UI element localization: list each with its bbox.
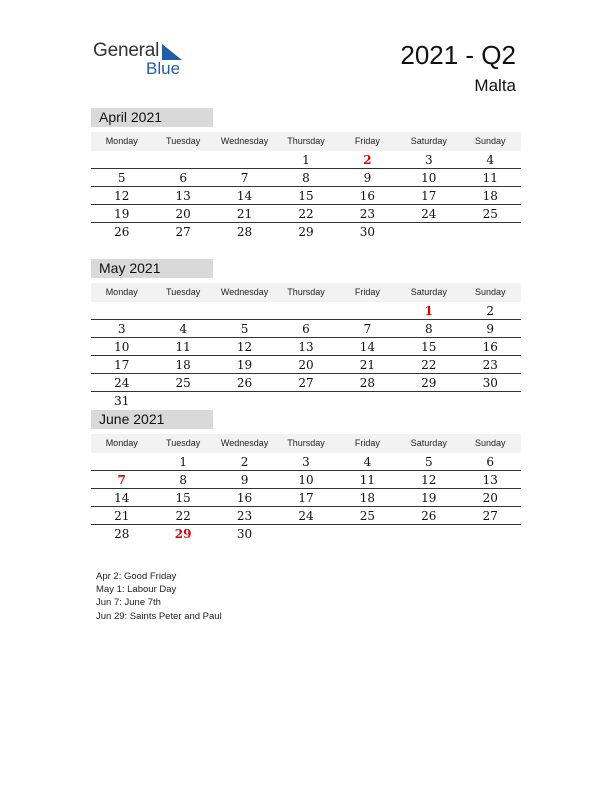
day-cell — [214, 392, 275, 409]
day-cell: 5 — [240, 322, 249, 336]
day-cell — [337, 525, 398, 542]
day-cell: 14 — [114, 491, 130, 505]
day-cell: 7 — [363, 322, 372, 336]
day-cell: 31 — [114, 394, 130, 408]
day-cell: 3 — [302, 455, 310, 469]
day-cell: 19 — [114, 207, 130, 221]
day-cell: 14 — [236, 189, 253, 203]
week-row — [91, 471, 521, 489]
brand-logo — [93, 40, 203, 80]
day-cell — [398, 392, 459, 409]
holiday-note: Jun 29: Saints Peter and Paul — [96, 610, 222, 622]
day-cell: 30 — [482, 376, 498, 390]
weekday-label: Thursday — [287, 287, 325, 297]
week-row — [91, 453, 521, 471]
weekday-label: Saturday — [410, 287, 447, 297]
month-title: May 2021 — [91, 259, 213, 278]
week-row — [91, 374, 521, 392]
day-cell: 25 — [359, 509, 376, 523]
holiday-note: May 1: Labour Day — [96, 584, 177, 596]
day-cell — [275, 525, 336, 542]
week-row — [91, 525, 521, 542]
weekday-label: Saturday — [410, 136, 447, 146]
day-cell — [152, 302, 213, 319]
day-cell — [91, 151, 152, 168]
day-cell — [214, 151, 275, 168]
day-cell: 24 — [421, 207, 437, 221]
day-cell — [398, 525, 459, 542]
weekday-label: Sunday — [474, 136, 506, 146]
day-cell — [337, 392, 398, 409]
weekday-label: Monday — [105, 287, 138, 297]
day-cell: 26 — [114, 225, 130, 239]
month-title: April 2021 — [91, 108, 213, 127]
day-cell — [152, 392, 213, 409]
day-cell: 1 — [302, 153, 310, 167]
weekday-label: Friday — [354, 287, 380, 297]
week-row — [91, 320, 521, 338]
day-cell: 13 — [298, 340, 314, 354]
day-cell: 21 — [114, 509, 130, 523]
week-row — [91, 223, 521, 240]
brand-name-blue: Blue — [146, 59, 181, 78]
country-name: Malta — [474, 76, 516, 95]
day-cell: 23 — [359, 207, 376, 221]
day-cell: 29 — [298, 225, 314, 239]
day-cell: 18 — [175, 358, 191, 372]
day-cell: 10 — [298, 473, 314, 487]
day-cell: 23 — [482, 358, 498, 372]
day-cell: 22 — [298, 207, 314, 221]
day-cell: 10 — [114, 340, 130, 354]
day-cell: 7 — [240, 171, 249, 185]
day-cell: 17 — [114, 358, 130, 372]
day-cell: 24 — [298, 509, 314, 523]
holiday-day-cell: 2 — [363, 153, 372, 167]
day-cell: 20 — [175, 207, 191, 221]
day-cell: 8 — [179, 473, 187, 487]
day-cell: 16 — [236, 491, 253, 505]
day-cell: 4 — [363, 455, 372, 469]
weekday-label: Tuesday — [166, 287, 201, 297]
day-cell: 27 — [175, 225, 191, 239]
holiday-day-cell: 1 — [424, 304, 433, 318]
day-cell: 28 — [114, 527, 130, 541]
day-cell: 17 — [298, 491, 314, 505]
weekday-label: Monday — [105, 136, 138, 146]
holiday-day-cell: 29 — [174, 527, 192, 541]
day-cell: 13 — [482, 473, 498, 487]
day-cell: 4 — [179, 322, 187, 336]
day-cell: 5 — [117, 171, 126, 185]
week-row — [91, 151, 521, 169]
day-cell — [398, 223, 459, 240]
day-cell: 19 — [421, 491, 437, 505]
day-cell — [275, 392, 336, 409]
day-cell: 21 — [359, 358, 376, 372]
day-cell — [337, 302, 398, 319]
day-cell: 19 — [236, 358, 253, 372]
day-cell: 11 — [175, 340, 191, 354]
weekday-label: Tuesday — [166, 136, 201, 146]
day-cell — [91, 453, 152, 470]
week-row — [91, 302, 521, 320]
page-title: 2021 - Q2 — [400, 40, 516, 70]
day-cell: 12 — [236, 340, 253, 354]
month-calendar — [91, 410, 521, 542]
month-calendar — [91, 108, 521, 240]
day-cell: 20 — [482, 491, 498, 505]
day-cell: 26 — [236, 376, 253, 390]
day-cell: 1 — [179, 455, 187, 469]
week-row — [91, 392, 521, 409]
week-row — [91, 338, 521, 356]
day-cell: 3 — [117, 322, 126, 336]
day-cell: 18 — [359, 491, 376, 505]
day-cell: 6 — [179, 171, 187, 185]
weekday-label: Wednesday — [220, 287, 269, 297]
day-cell — [91, 302, 152, 319]
brand-name-general: General — [93, 40, 160, 61]
weekday-label: Monday — [105, 438, 138, 448]
day-cell: 28 — [359, 376, 376, 390]
day-cell: 23 — [236, 509, 253, 523]
day-cell: 15 — [421, 340, 437, 354]
day-cell: 28 — [236, 225, 253, 239]
weekday-label: Wednesday — [220, 136, 269, 146]
day-cell: 22 — [175, 509, 191, 523]
day-cell: 16 — [359, 189, 376, 203]
day-cell: 30 — [359, 225, 376, 239]
weekday-label: Thursday — [287, 438, 325, 448]
week-row — [91, 205, 521, 223]
week-row — [91, 169, 521, 187]
weekday-label: Friday — [354, 136, 380, 146]
day-cell: 8 — [302, 171, 310, 185]
day-cell: 27 — [298, 376, 314, 390]
weekday-label: Friday — [354, 438, 380, 448]
day-cell: 6 — [486, 455, 495, 469]
day-cell — [275, 302, 336, 319]
day-cell: 9 — [363, 171, 372, 185]
day-cell: 14 — [359, 340, 376, 354]
day-cell: 8 — [425, 322, 433, 336]
holiday-note: Jun 7: June 7th — [96, 597, 161, 609]
weekday-header-row — [91, 283, 521, 302]
day-cell — [152, 151, 213, 168]
day-cell: 13 — [175, 189, 191, 203]
month-title: June 2021 — [91, 410, 213, 429]
day-cell — [460, 223, 521, 240]
weekday-label: Sunday — [474, 438, 506, 448]
weekday-header-row — [91, 132, 521, 151]
weekday-label: Sunday — [474, 287, 506, 297]
day-cell: 25 — [482, 207, 498, 221]
week-row — [91, 187, 521, 205]
day-cell: 26 — [421, 509, 437, 523]
month-calendar — [91, 259, 521, 409]
day-cell: 9 — [240, 473, 249, 487]
day-cell: 4 — [486, 153, 495, 167]
day-cell: 2 — [486, 304, 495, 318]
day-cell: 27 — [482, 509, 498, 523]
day-cell: 5 — [425, 455, 433, 469]
day-cell: 11 — [482, 171, 498, 185]
holiday-note: Apr 2: Good Friday — [96, 571, 177, 582]
day-cell: 15 — [175, 491, 191, 505]
holiday-day-cell: 7 — [117, 473, 126, 487]
weekday-label: Saturday — [410, 438, 447, 448]
weekday-header-row — [91, 434, 521, 453]
day-cell: 20 — [298, 358, 314, 372]
day-cell: 29 — [421, 376, 437, 390]
weekday-label: Thursday — [287, 136, 325, 146]
day-cell — [214, 302, 275, 319]
weekday-label: Tuesday — [166, 438, 201, 448]
day-cell — [460, 525, 521, 542]
day-cell: 16 — [482, 340, 498, 354]
day-cell: 30 — [236, 527, 253, 541]
day-cell: 22 — [421, 358, 437, 372]
day-cell — [460, 392, 521, 409]
day-cell: 3 — [425, 153, 433, 167]
day-cell: 25 — [175, 376, 191, 390]
weekday-label: Wednesday — [220, 438, 269, 448]
day-cell: 21 — [236, 207, 253, 221]
day-cell: 18 — [482, 189, 498, 203]
day-cell: 6 — [302, 322, 310, 336]
day-cell: 11 — [359, 473, 376, 487]
day-cell: 17 — [421, 189, 437, 203]
day-cell: 24 — [114, 376, 130, 390]
week-row — [91, 356, 521, 374]
day-cell: 12 — [114, 189, 130, 203]
day-cell: 12 — [421, 473, 437, 487]
week-row — [91, 489, 521, 507]
holiday-notes — [96, 570, 222, 623]
week-row — [91, 507, 521, 525]
day-cell: 15 — [298, 189, 314, 203]
day-cell: 9 — [486, 322, 495, 336]
flag-triangle-icon — [162, 44, 182, 60]
day-cell: 2 — [240, 455, 249, 469]
day-cell: 10 — [421, 171, 437, 185]
